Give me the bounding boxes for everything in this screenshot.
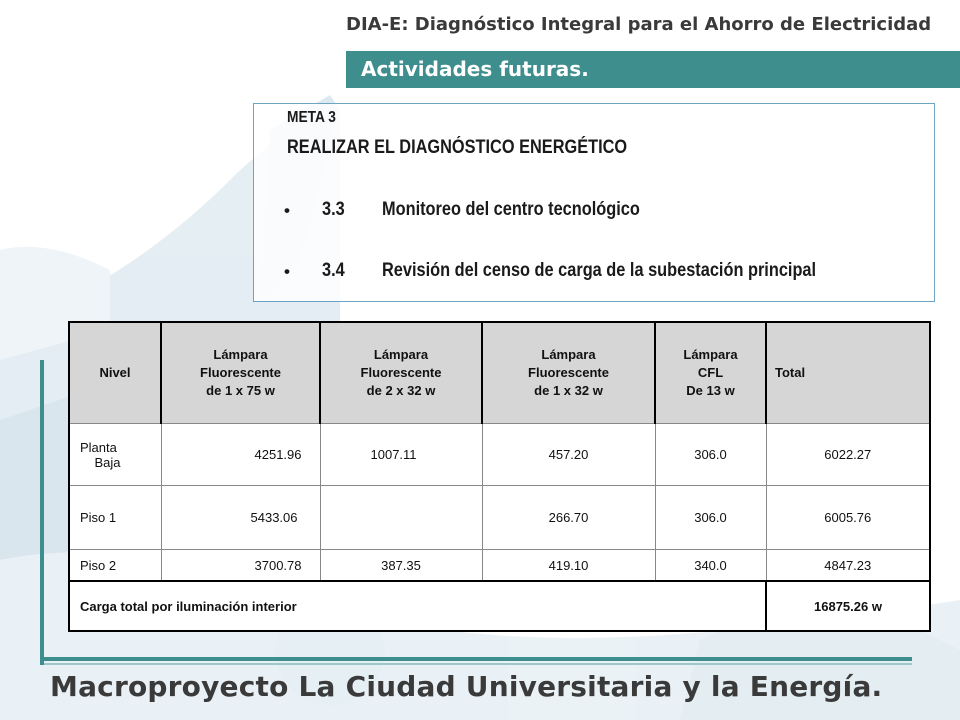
activity-text: Revisión del censo de carga de la subestación principal: [382, 260, 817, 281]
presentation-title: DIA-E: Diagnóstico Integral para el Ahorro de Electricidad: [346, 14, 932, 35]
level-cell: Planta Baja: [69, 424, 161, 486]
data-cell: 4251.96: [161, 424, 320, 486]
grand-total-label: Carga total por iluminación interior: [69, 581, 766, 631]
data-cell: 306.0: [655, 486, 766, 550]
column-header: Total: [766, 322, 930, 424]
activity-number: 3.4: [322, 260, 345, 281]
lighting-load-table: [68, 321, 931, 632]
data-cell: [320, 486, 482, 550]
section-banner: [346, 51, 960, 88]
bullet-icon: •: [284, 262, 290, 281]
grand-total-row: [69, 581, 930, 631]
data-cell: 5433.06: [161, 486, 320, 550]
footer-title: Macroproyecto La Ciudad Universitaria y la Energía.: [50, 670, 883, 703]
activity-number: 3.3: [322, 199, 345, 220]
data-cell: 1007.11: [320, 424, 482, 486]
table-header-row: [69, 322, 930, 424]
footer-rule-light: [44, 663, 912, 665]
data-cell: 3700.78: [161, 550, 320, 582]
data-cell: 306.0: [655, 424, 766, 486]
total-cell: 4847.23: [766, 550, 930, 582]
total-cell: 6022.27: [766, 424, 930, 486]
column-header: Lámpara CFL De 13 w: [655, 322, 766, 424]
column-header: Lámpara Fluorescente de 2 x 32 w: [320, 322, 482, 424]
data-cell: 340.0: [655, 550, 766, 582]
footer-rule: [44, 657, 912, 661]
data-cell: 419.10: [482, 550, 655, 582]
column-header: Lámpara Fluorescente de 1 x 32 w: [482, 322, 655, 424]
goal-label: META 3: [287, 109, 336, 126]
grand-total-value: 16875.26 w: [766, 581, 930, 631]
level-cell: Piso 1: [69, 486, 161, 550]
total-cell: 6005.76: [766, 486, 930, 550]
activity-text: Monitoreo del centro tecnológico: [382, 199, 640, 220]
section-title: Actividades futuras.: [361, 57, 589, 81]
footer-vertical-rule: [40, 360, 44, 665]
table-row: [69, 424, 930, 486]
table-row: [69, 486, 930, 550]
goal-heading: REALIZAR EL DIAGNÓSTICO ENERGÉTICO: [287, 137, 628, 158]
data-cell: 457.20: [482, 424, 655, 486]
column-header: Lámpara Fluorescente de 1 x 75 w: [161, 322, 320, 424]
goal-box: [253, 103, 935, 302]
table-row: [69, 550, 930, 582]
bullet-icon: •: [284, 201, 290, 220]
column-header: Nivel: [69, 322, 161, 424]
data-cell: 266.70: [482, 486, 655, 550]
level-cell: Piso 2: [69, 550, 161, 582]
data-cell: 387.35: [320, 550, 482, 582]
